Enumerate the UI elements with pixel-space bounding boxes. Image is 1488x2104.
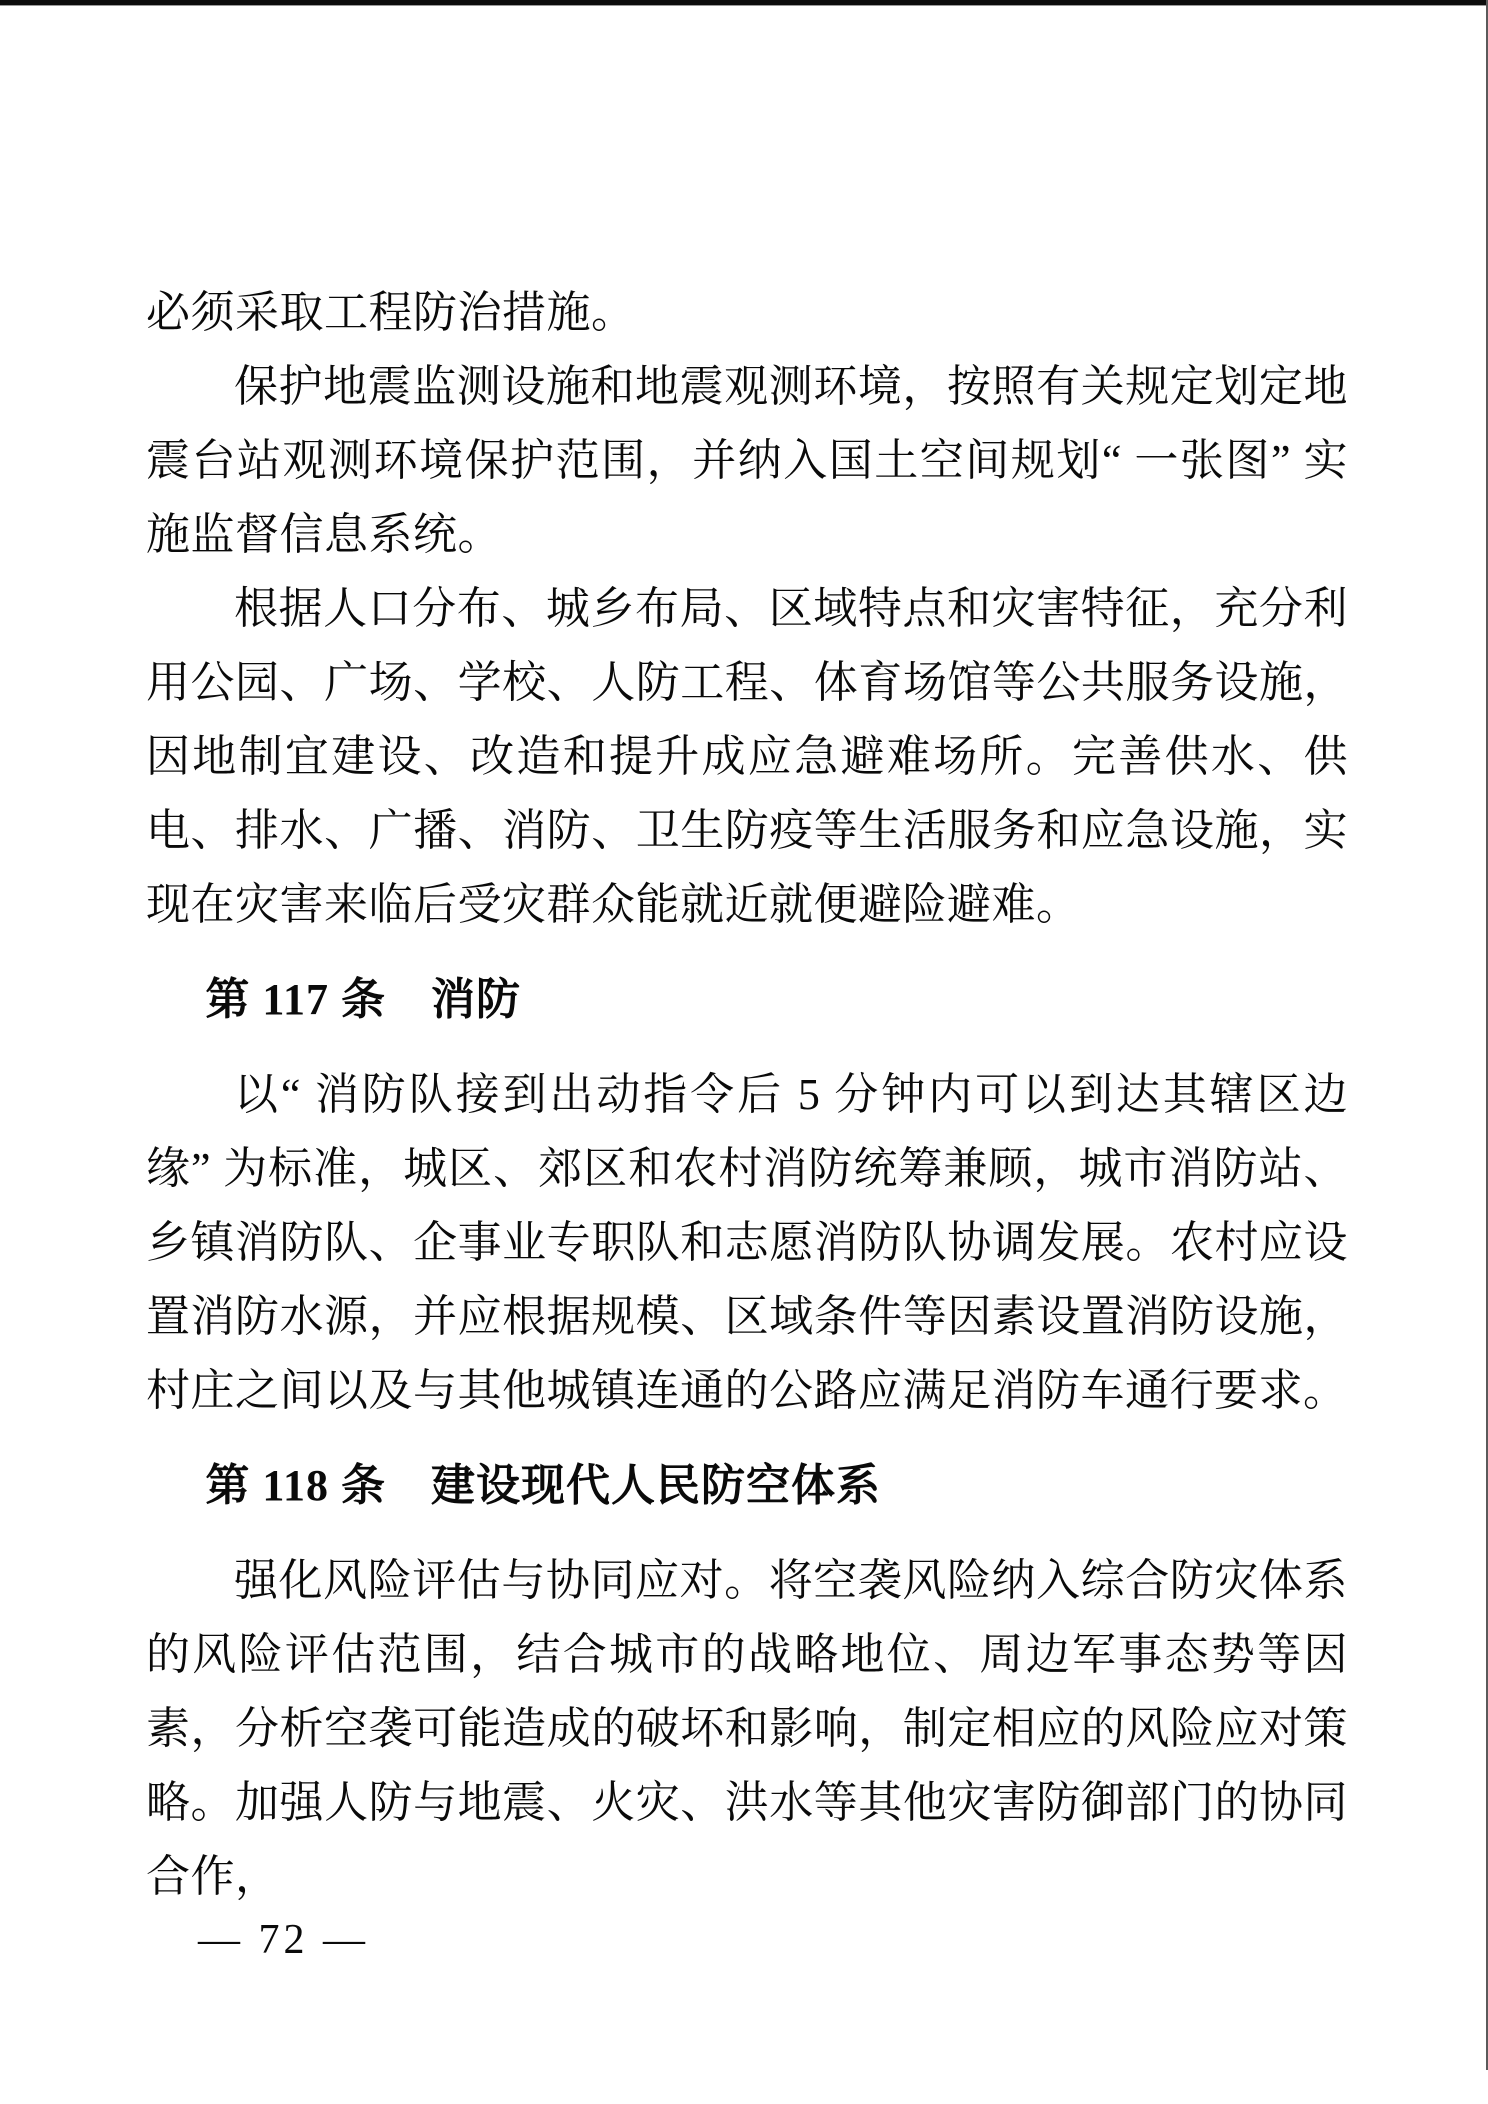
body-paragraph: 以“ 消防队接到出动指令后 5 分钟内可以到达其辖区边缘” 为标准，城区、郊区和农村消防统筹兼顾，城市消防站、乡镇消防队、企事业专职队和志愿消防队协调发展。农村应设置消防水源，并应根据规模、区域条件等因素设置消防设施，村庄之间以及与其他城镇连通的公路应满足消防车通行要求。 — [146, 1070, 1348, 1415]
body-paragraph: 强化风险评估与协同应对。将空袭风险纳入综合防灾体系的风险评估范围，结合城市的战略地位、周边军事态势等因素，分析空袭可能造成的破坏和影响，制定相应的风险应对策略。加强人防与地震、火灾、洪水等其他灾害防御部门的协同合作， — [146, 1556, 1348, 1901]
page-number: — 72 — — [198, 1917, 369, 1963]
body-paragraph: 必须采取工程防治措施。 — [146, 288, 636, 337]
body-paragraph: 保护地震监测设施和地震观测环境，按照有关规定划定地震台站观测环境保护范围，并纳入国土空间规划“ 一张图” 实施监督信息系统。 — [146, 362, 1348, 559]
body-paragraph: 根据人口分布、城乡布局、区域特点和灾害特征，充分利用公园、广场、学校、人防工程、体育场馆等公共服务设施，因地制宜建设、改造和提升成应急避难场所。完善供水、供电、排水、广播、消防、卫生防疫等生活服务和应急设施，实现在灾害来临后受灾群众能就近就便避险避难。 — [146, 584, 1348, 929]
section-heading: 第 118 条 建设现代人民防空体系 — [205, 1461, 881, 1510]
document-body — [146, 276, 1348, 1914]
section-heading: 第 117 条 消防 — [205, 975, 521, 1024]
scan-edge-top — [0, 0, 1488, 6]
